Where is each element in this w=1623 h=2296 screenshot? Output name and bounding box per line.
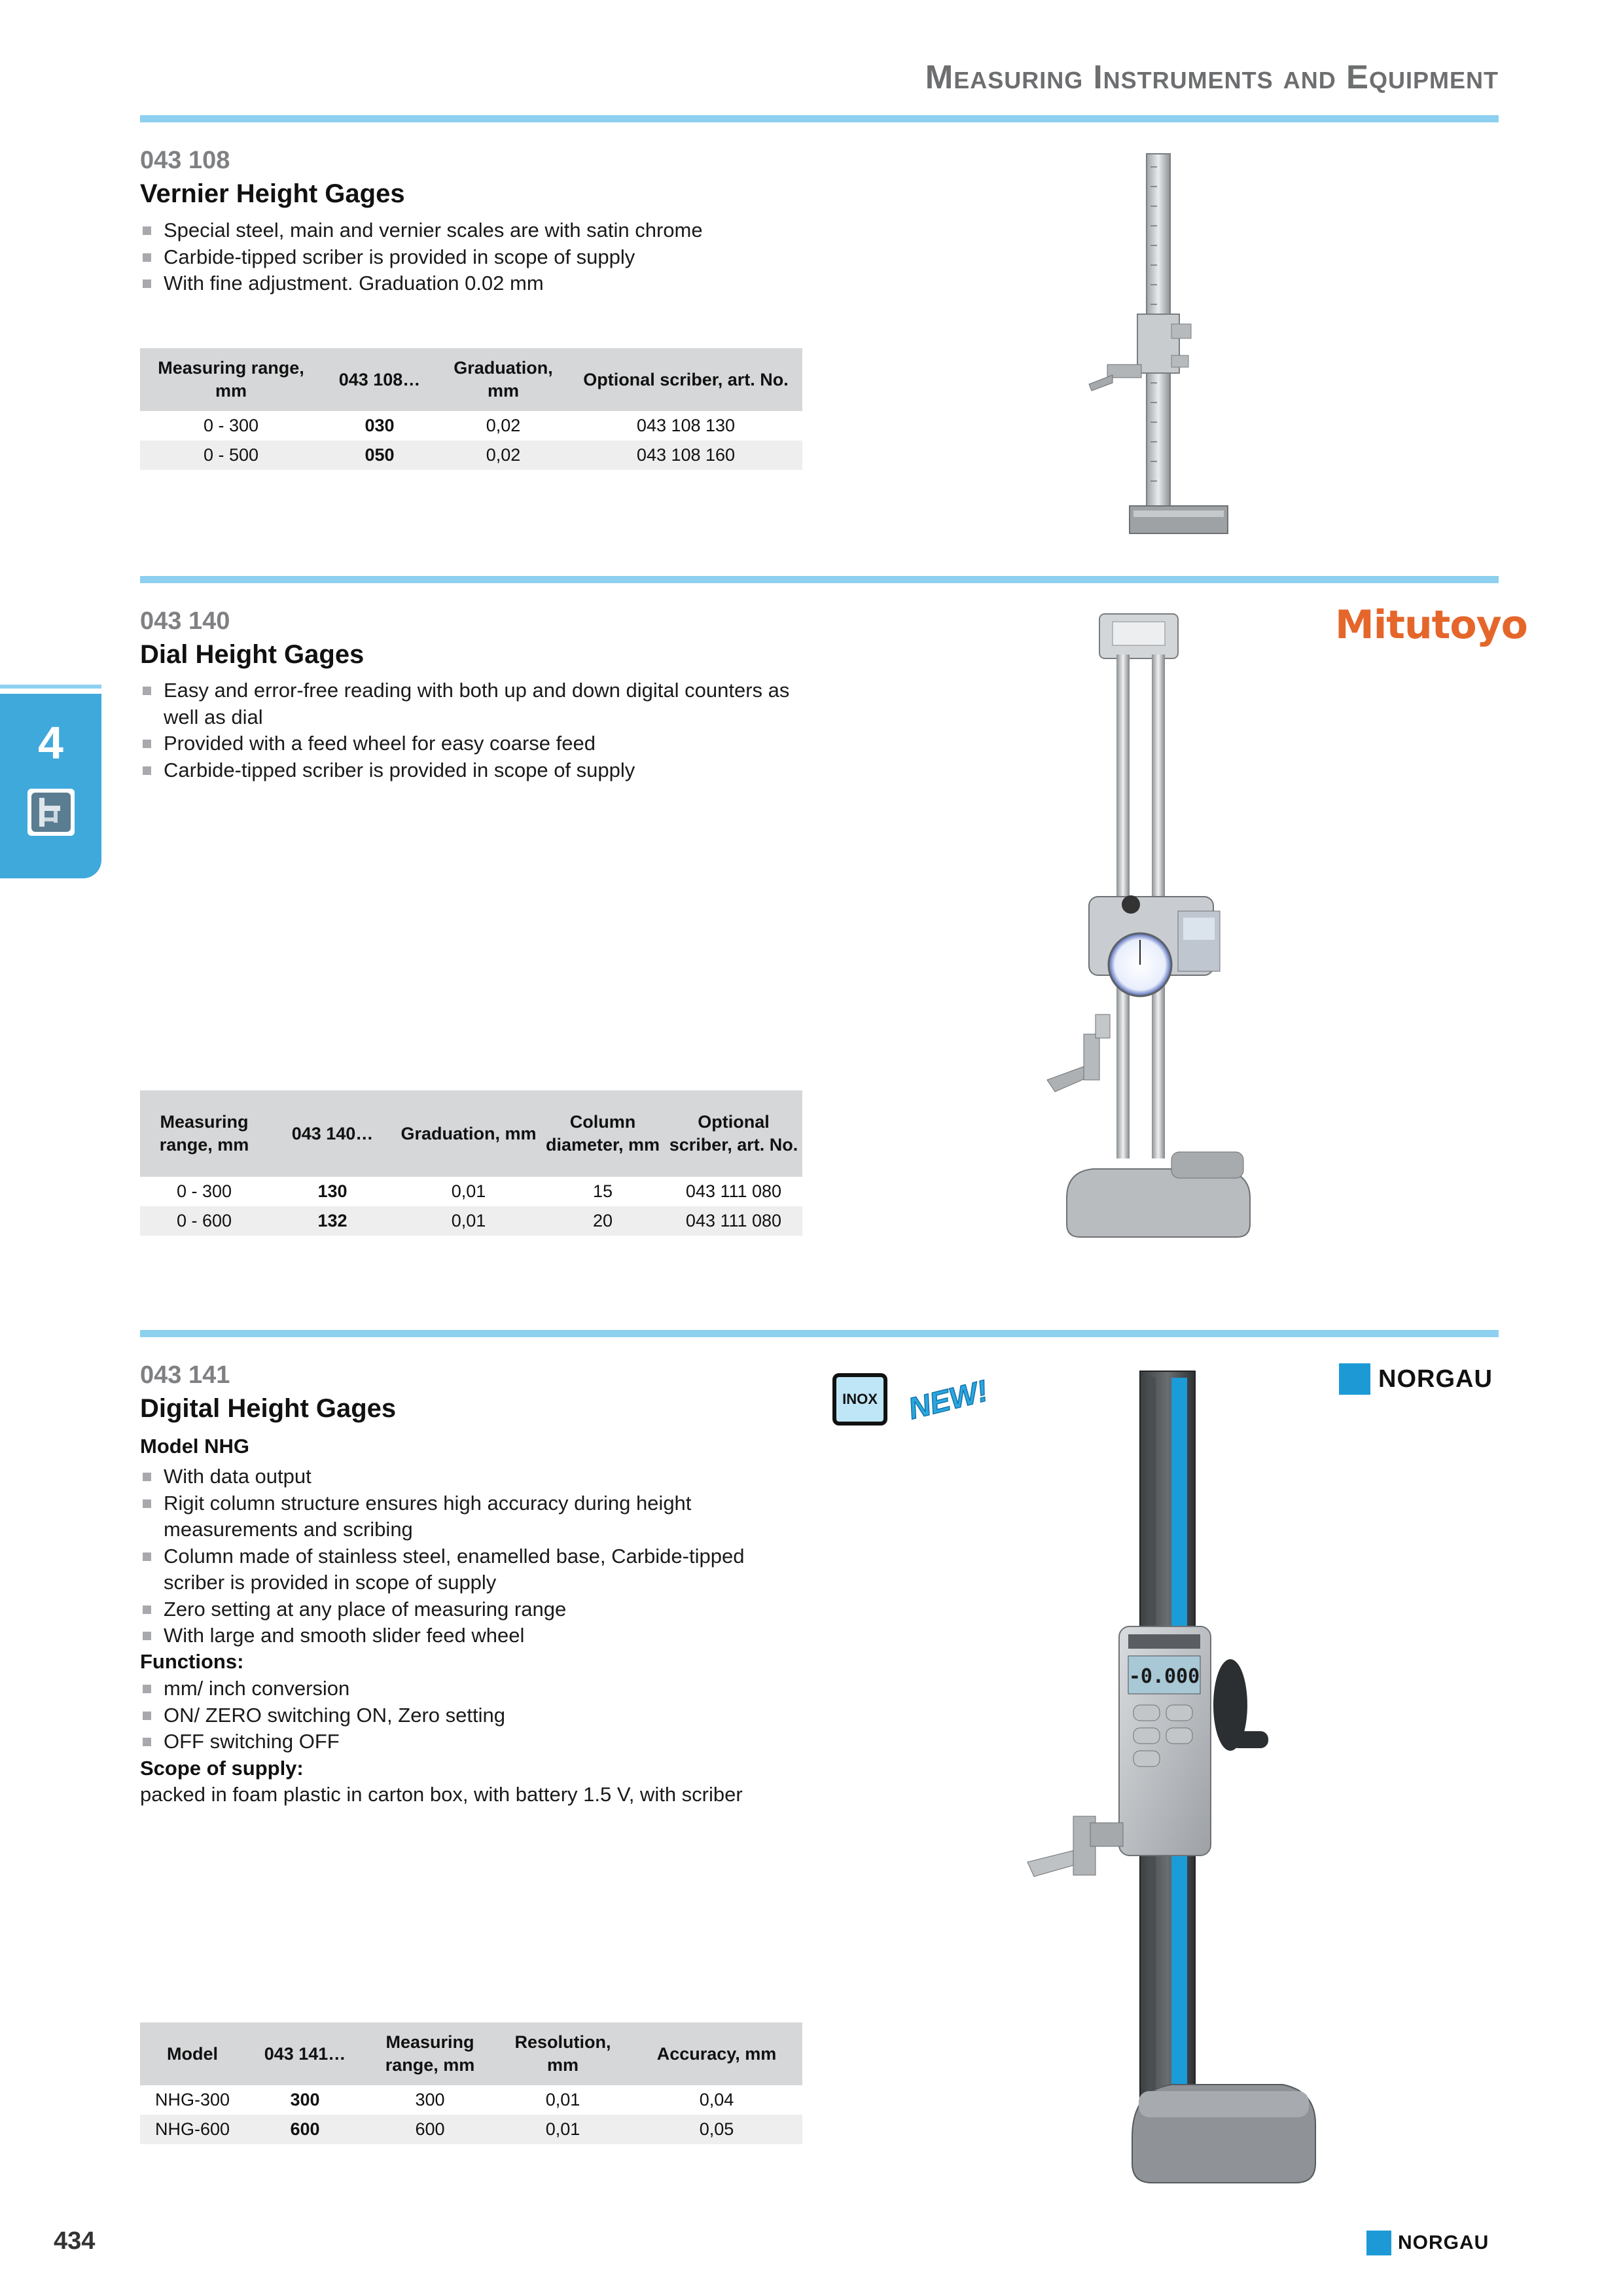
column-header: Accuracy, mm: [631, 2022, 802, 2085]
table-cell: 0,04: [699, 2090, 734, 2109]
article-number: 043 140: [140, 607, 230, 635]
feature-item: Column made of stainless steel, enamelled base, Carbide-tipped scriber is provided in scope of supply: [140, 1543, 808, 1596]
table-cell: 043 111 080: [685, 1181, 782, 1201]
column-header: Column diameter, mm: [541, 1090, 665, 1177]
table-cell: 0,02: [486, 416, 521, 435]
new-badge: [894, 1361, 1005, 1440]
model-label: Model NHG: [140, 1435, 250, 1458]
table-cell: 0,01: [545, 2090, 580, 2109]
article-number: 043 108: [140, 147, 230, 174]
lcd-display: -0.000: [1128, 1665, 1200, 1688]
table-row: [140, 1206, 802, 1236]
scope-label: Scope of supply:: [140, 1757, 304, 1780]
table-cell: 20: [541, 1206, 665, 1236]
table-cell: 043 108 130: [636, 416, 736, 435]
feature-item: Provided with a feed wheel for easy coarse feed: [140, 730, 808, 757]
column-header: Measuring range, mm: [140, 348, 322, 411]
vernier-height-gage-image: [1073, 147, 1257, 547]
table-row: [140, 2115, 802, 2144]
dial-height-gage-image: [988, 609, 1276, 1250]
table-cell: 0,02: [437, 440, 569, 470]
section-rule: [140, 1330, 1499, 1337]
column-header: Resolution, mm: [495, 2022, 631, 2085]
section-title: Vernier Height Gages: [140, 179, 405, 208]
section-rule: [140, 576, 1499, 583]
order-code: 300: [290, 2090, 320, 2109]
feature-item: With fine adjustment. Graduation 0.02 mm: [140, 270, 808, 297]
chapter-number: 4: [38, 717, 63, 768]
table-cell: 0 - 500: [140, 440, 322, 470]
table-row: [140, 1177, 802, 1206]
inox-badge: INOX: [832, 1373, 887, 1426]
functions-list: [140, 1676, 808, 1755]
page-number: 434: [54, 2227, 96, 2255]
section-title: Digital Height Gages: [140, 1394, 397, 1423]
table-cell: 043 108 160: [569, 440, 802, 470]
norgau-logo: NORGAU: [1339, 1363, 1493, 1395]
feature-item: Special steel, main and vernier scales are with satin chrome: [140, 217, 808, 244]
footer-norgau-logo: NORGAU: [1366, 2231, 1489, 2255]
table-cell: 0 - 300: [176, 1181, 232, 1201]
table-cell: NHG-300: [154, 2090, 230, 2109]
norgau-logo-mark: [1366, 2231, 1391, 2255]
column-header: Graduation, mm: [397, 1090, 541, 1177]
order-code: 050: [322, 440, 437, 470]
page-title: Measuring Instruments and Equipment: [925, 58, 1499, 96]
function-item: ON/ ZERO switching ON, Zero setting: [140, 1702, 808, 1729]
table-cell: 0,01: [397, 1206, 541, 1236]
table-cell: 15: [592, 1181, 613, 1201]
chapter-tab-line: [0, 685, 101, 689]
table-cell: 0,01: [495, 2115, 631, 2144]
scope-text: packed in foam plastic in carton box, with battery 1.5 V, with scriber: [140, 1783, 743, 1806]
feature-list: [140, 1463, 808, 1649]
table-cell: 0 - 600: [140, 1206, 268, 1236]
feature-item: With data output: [140, 1463, 808, 1490]
function-item: mm/ inch conversion: [140, 1676, 808, 1702]
order-code: 132: [268, 1206, 397, 1236]
column-header: Model: [140, 2022, 245, 2085]
order-code: 030: [365, 416, 395, 435]
caliper-icon: [27, 789, 75, 836]
new-badge-text: NEW!: [904, 1373, 991, 1426]
column-header: Optional scriber, art. No.: [569, 348, 802, 411]
mitutoyo-logo: Mitutoyo: [1335, 602, 1527, 648]
table-cell: 0,05: [631, 2115, 802, 2144]
column-header: Measuring range, mm: [140, 1090, 268, 1177]
column-header: Measuring range, mm: [365, 2022, 495, 2085]
spec-table: [140, 348, 802, 470]
feature-item: Carbide-tipped scriber is provided in scope of supply: [140, 244, 808, 271]
table-cell: 300: [415, 2090, 445, 2109]
column-header: Optional scriber, art. No.: [665, 1090, 802, 1177]
spec-table: [140, 2022, 802, 2144]
feature-item: Zero setting at any place of measuring range: [140, 1596, 808, 1623]
column-header: 043 140…: [268, 1090, 397, 1177]
digital-height-gage-image: [1008, 1365, 1414, 2196]
feature-item: With large and smooth slider feed wheel: [140, 1623, 808, 1649]
table-cell: 043 111 080: [665, 1206, 802, 1236]
table-cell: 600: [365, 2115, 495, 2144]
feature-list: [140, 217, 808, 297]
column-header: Graduation, mm: [437, 348, 569, 411]
table-row: [140, 411, 802, 440]
header-rule: [140, 115, 1499, 122]
spec-table: [140, 1090, 802, 1236]
column-header: 043 108…: [322, 348, 437, 411]
order-code: 600: [245, 2115, 365, 2144]
table-cell: NHG-600: [140, 2115, 245, 2144]
article-number: 043 141: [140, 1361, 230, 1389]
table-cell: 0 - 300: [203, 416, 259, 435]
section-title: Dial Height Gages: [140, 640, 365, 669]
feature-list: [140, 677, 808, 783]
feature-item: Rigit column structure ensures high accuracy during height measurements and scribing: [140, 1490, 808, 1543]
table-row: [140, 440, 802, 470]
function-item: OFF switching OFF: [140, 1729, 808, 1755]
table-cell: 0,01: [451, 1181, 486, 1201]
feature-item: Easy and error-free reading with both up and down digital counters as well as dial: [140, 677, 808, 730]
table-row: [140, 2085, 802, 2115]
column-header: 043 141…: [245, 2022, 365, 2085]
functions-label: Functions:: [140, 1650, 244, 1673]
order-code: 130: [317, 1181, 348, 1201]
feature-item: Carbide-tipped scriber is provided in scope of supply: [140, 757, 808, 784]
